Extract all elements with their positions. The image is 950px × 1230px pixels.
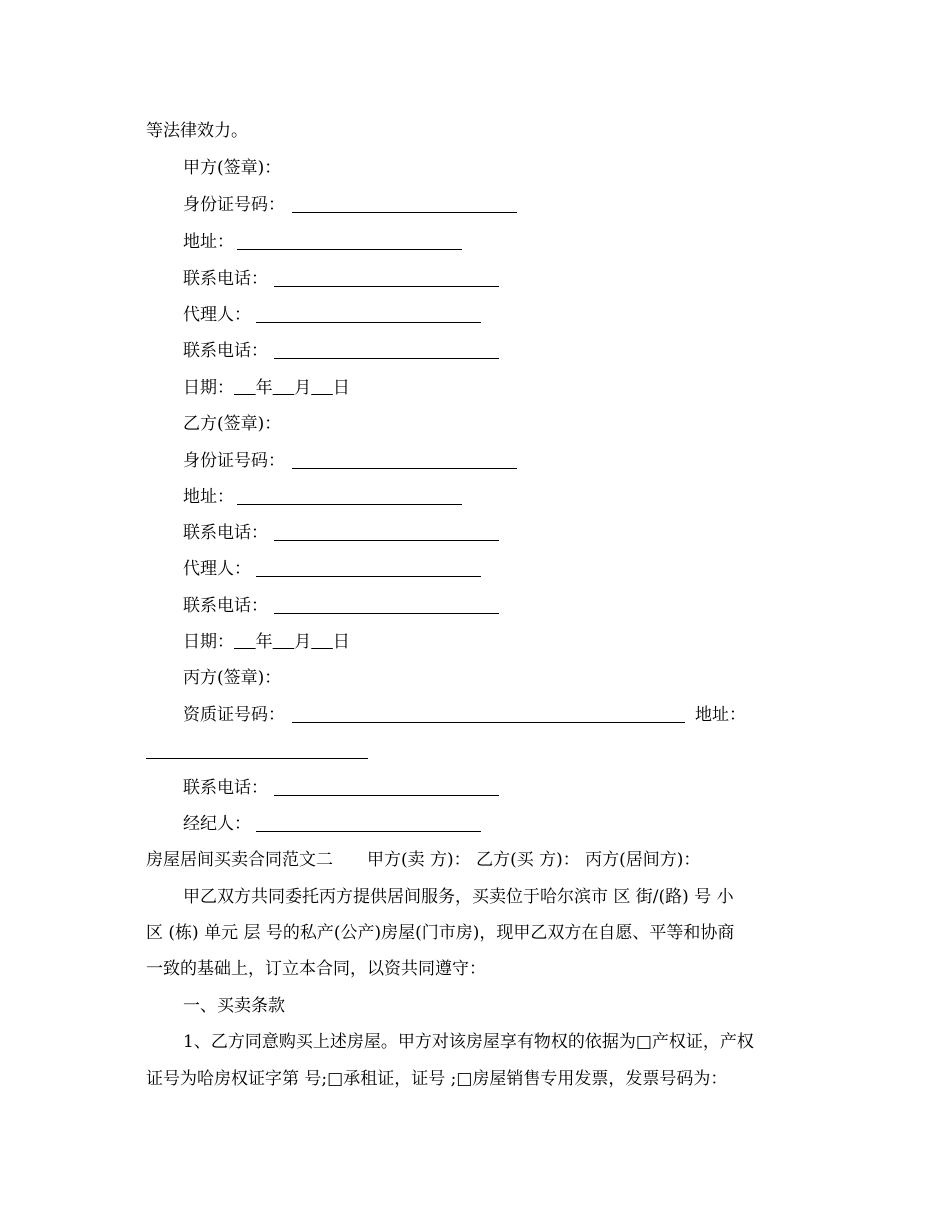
party-b-agent-blank: [256, 576, 481, 577]
date-year: 年: [255, 378, 273, 398]
party-b-signature-label: 乙方(签章)：: [183, 414, 282, 434]
party-b-address-label: 地址：: [183, 487, 234, 507]
paragraph-line: 一致的基础上，订立本合同，以资共同遵守：: [146, 959, 486, 979]
text-line: 等法律效力。: [146, 121, 248, 141]
date-month: 月: [294, 632, 312, 652]
party-a-address-label: 地址：: [183, 232, 234, 252]
date-label: 日期：: [183, 632, 234, 652]
party-c-address-label: 地址：: [695, 705, 746, 725]
party-a-agent-blank: [256, 322, 481, 323]
party-a-agent-phone-label: 联系电话：: [183, 341, 268, 361]
party-a-phone-blank: [274, 286, 499, 287]
party-a-id-label: 身份证号码：: [183, 195, 285, 215]
party-c-cert-blank: [292, 722, 685, 723]
party-b-agent-phone-blank: [274, 613, 499, 614]
party-b-id-blank: [292, 468, 517, 469]
paragraph-line: 甲乙双方共同委托丙方提供居间服务，买卖位于哈尔滨市 区 街/(路) 号 小: [183, 887, 734, 907]
party-a-agent-label: 代理人：: [183, 305, 251, 325]
date-month: 月: [294, 378, 312, 398]
date-day: 日: [332, 632, 350, 652]
party-c-broker-label: 经纪人：: [183, 814, 251, 834]
party-c-signature-label: 丙方(签章)：: [183, 668, 282, 688]
party-c-phone-blank: [274, 795, 499, 796]
party-b-address-blank: [237, 504, 462, 505]
date-day: 日: [332, 378, 350, 398]
party-c-cert-label: 资质证号码：: [183, 705, 285, 725]
party-b-agent-phone-label: 联系电话：: [183, 596, 268, 616]
party-a-phone-label: 联系电话：: [183, 269, 268, 289]
party-c-address-blank: [146, 758, 368, 759]
paragraph-line: 1、乙方同意购买上述房屋。甲方对该房屋享有物权的依据为□产权证，产权: [183, 1032, 754, 1052]
party-a-address-blank: [237, 249, 462, 250]
party-c-broker-blank: [256, 831, 481, 832]
party-a-id-blank: [292, 212, 517, 213]
party-b-date-line: [183, 631, 350, 653]
party-b-id-label: 身份证号码：: [183, 451, 285, 471]
section-heading: 一、买卖条款: [183, 996, 285, 1016]
party-a-agent-phone-blank: [274, 358, 499, 359]
date-label: 日期：: [183, 378, 234, 398]
paragraph-line: 区 (栋) 单元 层 号的私产(公产)房屋(门市房)，现甲乙双方在自愿、平等和协商: [146, 923, 735, 943]
party-a-signature-label: 甲方(签章)：: [183, 158, 282, 178]
party-b-phone-label: 联系电话：: [183, 523, 268, 543]
party-b-agent-label: 代理人：: [183, 559, 251, 579]
party-a-date-line: [183, 377, 350, 399]
paragraph-line: 证号为哈房权证字第 号;□承租证，证号 ;□房屋销售专用发票，发票号码为：: [146, 1069, 728, 1089]
party-c-phone-label: 联系电话：: [183, 778, 268, 798]
contract-title-line: 房屋居间买卖合同范文二 甲方(卖 方)： 乙方(买 方)： 丙方(居间方)：: [146, 850, 701, 870]
date-year: 年: [255, 632, 273, 652]
party-b-phone-blank: [274, 540, 499, 541]
